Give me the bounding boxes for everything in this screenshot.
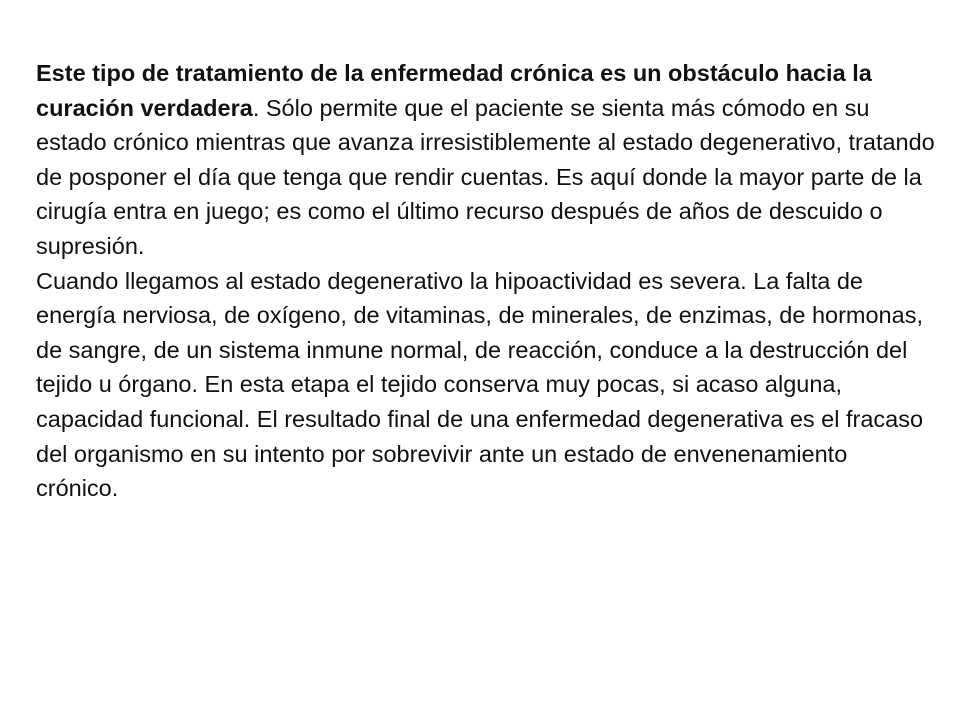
paragraph-1-bold-lead: Este tipo de tratamiento de la enfermedad crónica es un obstáculo hacia la curación verdadera (36, 60, 872, 121)
paragraph-1-text: . Sólo permite que el paciente se sienta más cómodo en su estado crónico mientras que avanza irresistiblemente al estado degenerativo, tratando de posponer el día que tenga que rendir cuentas. Es aquí donde la mayor parte de la cirugía entra en juego; es como el último recurso después de años de descuido o supresión. (36, 94, 935, 259)
paragraph-2: Cuando llegamos al estado degenerativo la hipoactividad es severa. La falta de energía nerviosa, de oxígeno, de vitaminas, de minerales, de enzimas, de hormonas, de sangre, de un sistema inmune normal, de reacción, conduce a la destrucción del tejido u órgano. En esta etapa el tejido conserva muy pocas, si acaso alguna, capacidad funcional. El resultado final de una enfermedad degenerativa es el fracaso del organismo en su intento por sobrevivir ante un estado de envenenamiento crónico. (36, 267, 924, 502)
paragraph-1 (36, 56, 936, 264)
slide-text-body (36, 56, 936, 506)
